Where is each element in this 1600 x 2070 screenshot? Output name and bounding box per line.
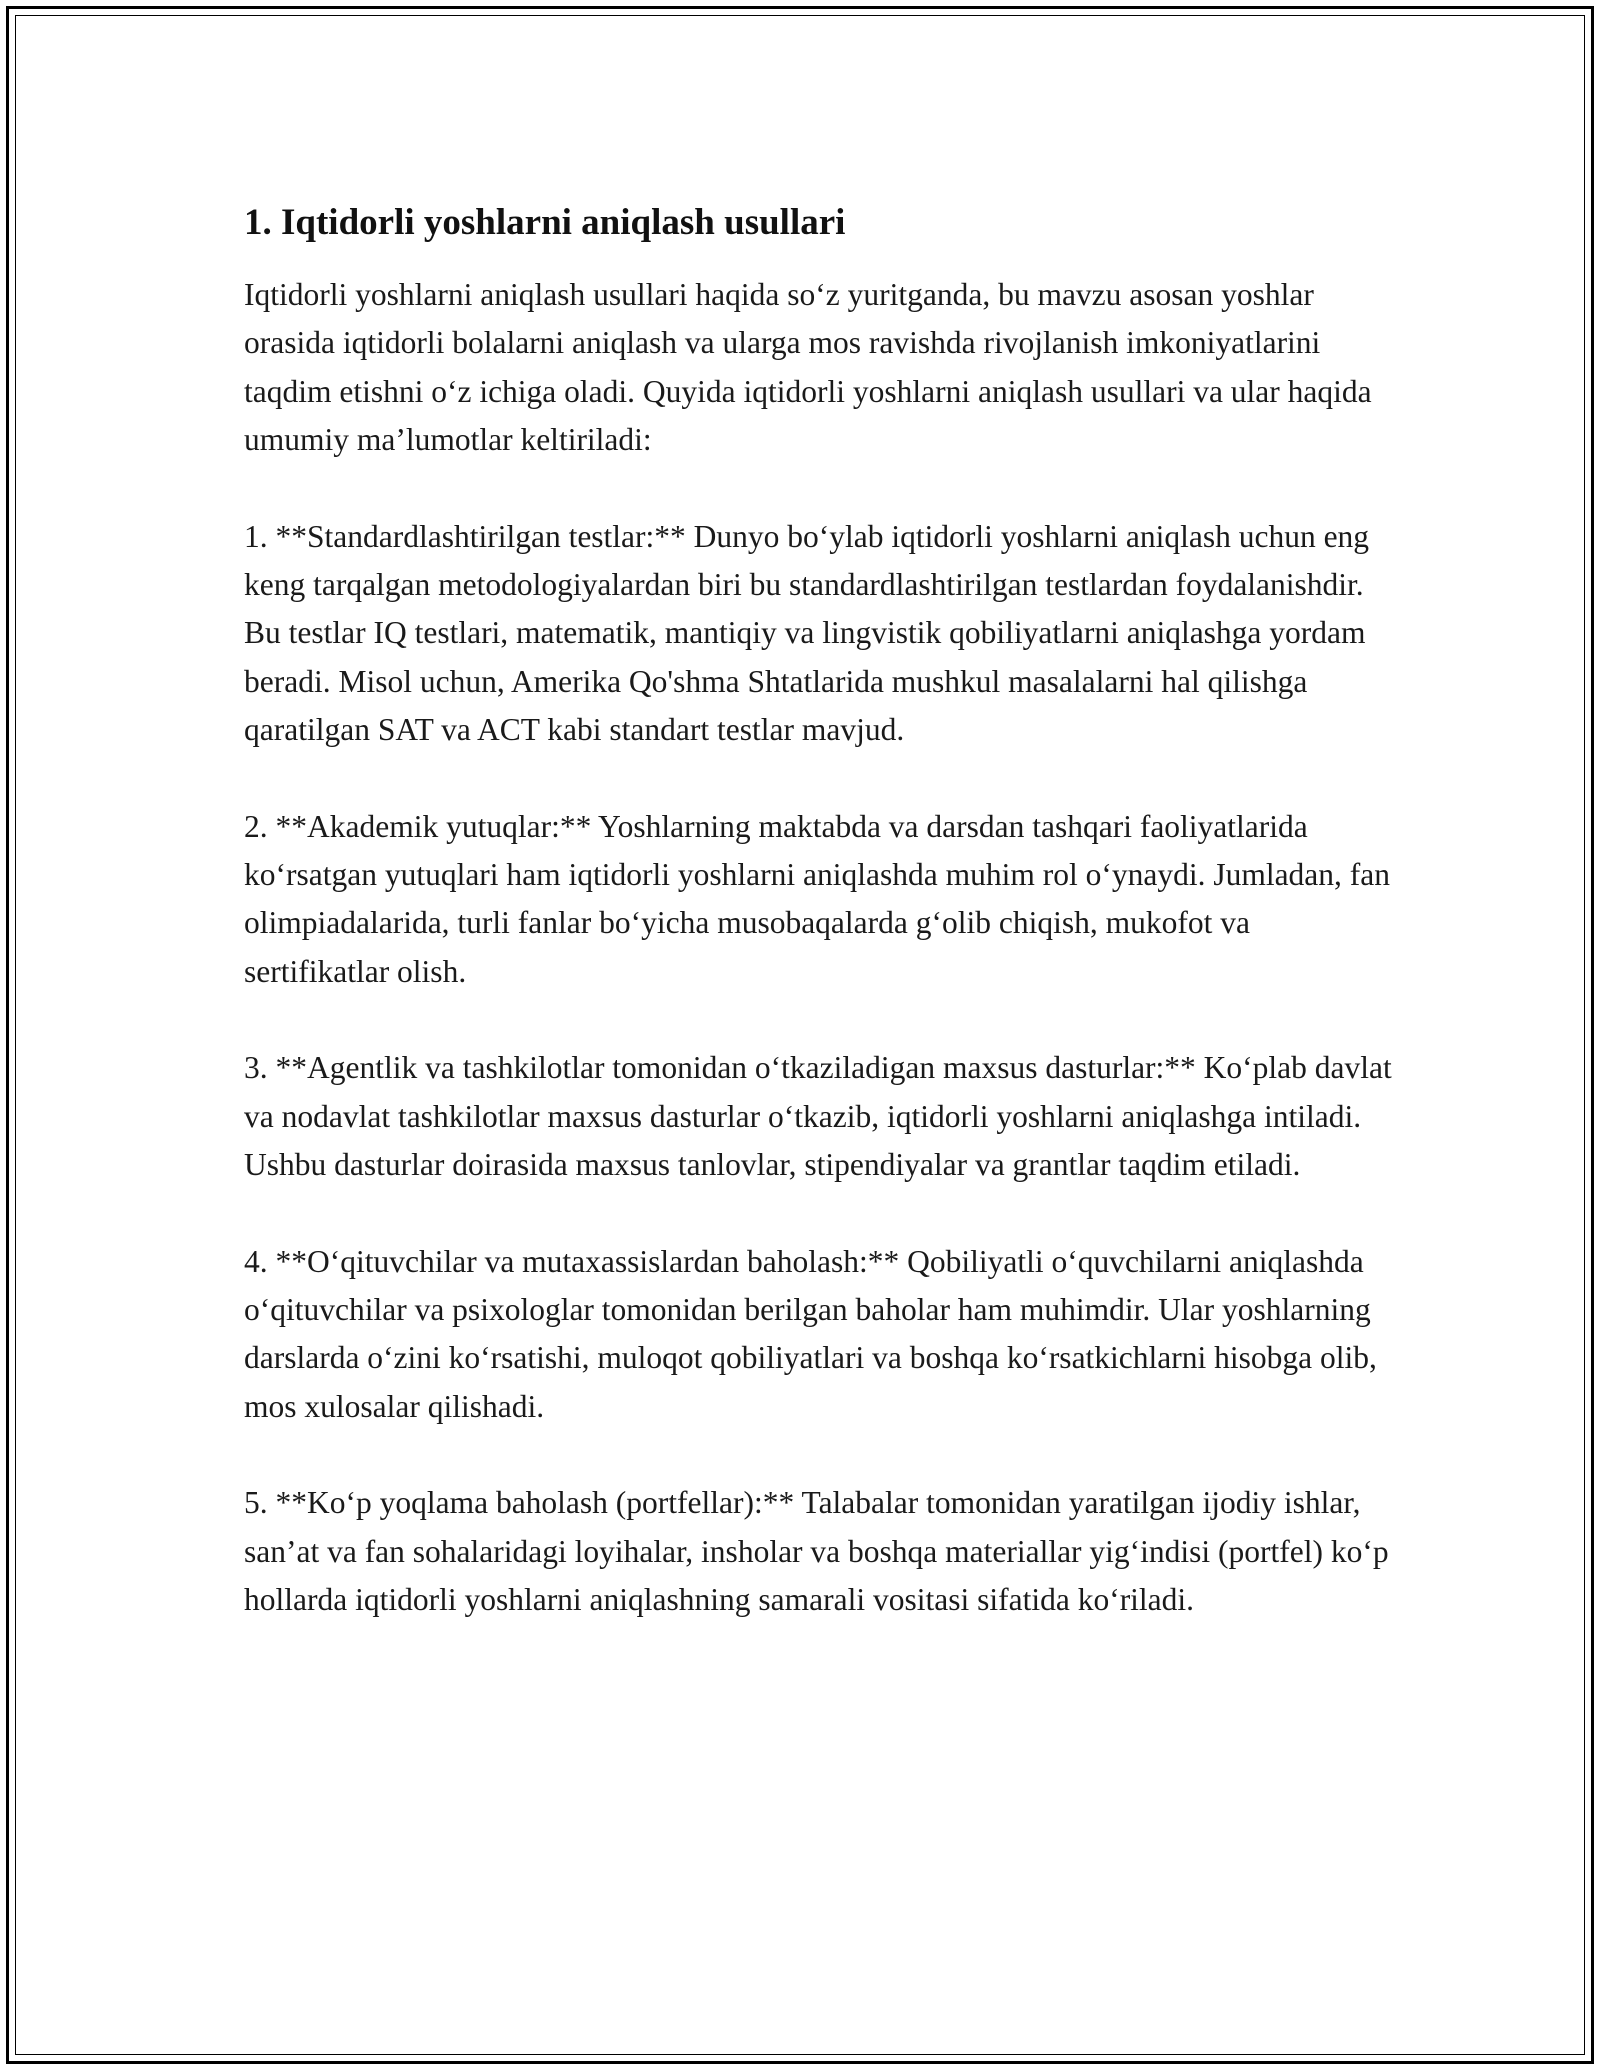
paragraph-standardized-tests: 1. **Standardlashtirilgan testlar:** Dunyo bo‘ylab iqtidorli yoshlarni aniqlash uchun eng keng tarqalgan metodologiyalardan biri bu standardlashtirilgan testlardan foydalanishdir. Bu testlar IQ testlari, matematik, mantiqiy va lingvistik qobiliyatlarni aniqlashga yordam beradi. Misol uchun, Amerika Qo'shma Shtatlarida mushkul masalalarni hal qilishga qaratilgan SAT va ACT kabi standart testlar mavjud.: [244, 518, 1370, 748]
intro-paragraph: Iqtidorli yoshlarni aniqlash usullari haqida so‘z yuritganda, bu mavzu asosan yoshlar orasida iqtidorli bolalarni aniqlash va ularga mos ravishda rivojlanish imkoniyatlarini taqdim etishni o‘z ichiga oladi. Quyida iqtidorli yoshlarni aniqlash usullari va ular haqida umumiy ma’lumotlar keltiriladi:: [244, 277, 1372, 458]
paragraph-portfolio-assessment: 5. **Ko‘p yoqlama baholash (portfellar):** Talabalar tomonidan yaratilgan ijodiy ishlar, san’at va fan sohalaridagi loyihalar, insholar va boshqa materiallar yig‘indisi (portfel) ko‘p hollarda iqtidorli yoshlarni aniqlashning samarali vositasi sifatida ko‘riladi.: [244, 1485, 1389, 1617]
document-page: [6, 6, 1594, 2064]
paragraph-teacher-assessment: 4. **O‘qituvchilar va mutaxassislardan baholash:** Qobiliyatli o‘quvchilarni aniqlashda o‘qituvchilar va psixologlar tomonidan berilgan baholar ham muhimdir. Ular yoshlarning darslarda o‘zini ko‘rsatishi, muloqot qobiliyatlari va boshqa ko‘rsatkichlarni hisobga olib, mos xulosalar qilishadi.: [244, 1243, 1377, 1424]
document-body: [244, 197, 1394, 1672]
document-title: 1. Iqtidorli yoshlarni aniqlash usullari: [244, 202, 846, 243]
paragraph-special-programs: 3. **Agentlik va tashkilotlar tomonidan o‘tkaziladigan maxsus dasturlar:** Ko‘plab davlat va nodavlat tashkilotlar maxsus dasturlar o‘tkazib, iqtidorli yoshlarni aniqlashga intiladi. Ushbu dasturlar doirasida maxsus tanlovlar, stipendiyalar va grantlar taqdim etiladi.: [244, 1050, 1392, 1183]
paragraph-academic-achievements: 2. **Akademik yutuqlar:** Yoshlarning maktabda va darsdan tashqari faoliyatlarida ko‘rsatgan yutuqlari ham iqtidorli yoshlarni aniqlashda muhim rol o‘ynaydi. Jumladan, fan olimpiadalarida, turli fanlar bo‘yicha musobaqalarda g‘olib chiqish, mukofot va sertifikatlar olish.: [244, 808, 1391, 989]
